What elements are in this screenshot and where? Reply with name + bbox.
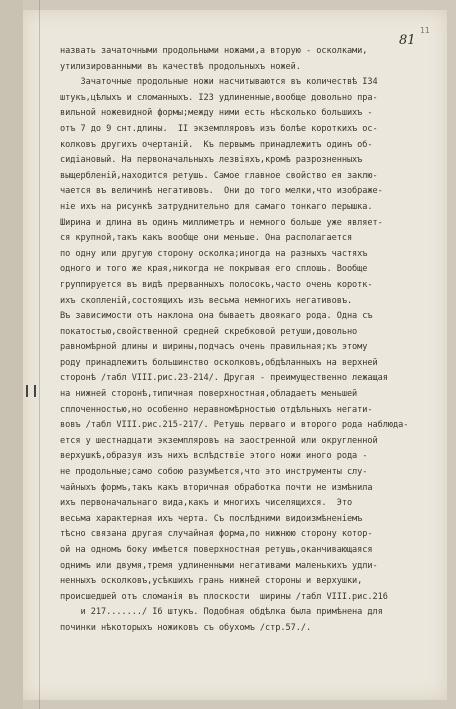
text-line: группируется въ видѣ прерванныхъ полосокъ,часто очень коротк- [60,279,373,290]
text-line: одного и того же края,никогда не покрывая его сплошь. Вообще [60,264,368,275]
text-line: на нижней сторонѣ,типичная поверхностная,обладаетъ меньшей [60,389,358,400]
text-line: утилизированными въ качествѣ продольныхъ ножей. [60,61,301,72]
text-line: и 217......./ I6 штукъ. Подобная обдѣлка была примѣнена для [60,607,383,618]
text-line: выщербленій,находится ретушь. Самое главное свойство ея заклю- [60,170,378,181]
page-number: 81 [399,33,416,48]
text-line: ихъ скопленій,состоящихъ изъ весьма немногихъ негативовъ. [60,295,353,306]
text-line: починки нѣкоторыхъ ножиковъ съ обухомъ /стр.57./. [60,622,312,633]
text-line: верхушкѣ,образуя изъ нихъ вслѣдствіе этого ножи иного рода - [60,451,368,462]
text-line: чайныхъ формъ,такъ какъ вторичная обработка почти не измѣнила [60,482,373,493]
text-line: ся крупной,такъ какъ вообще они меньше. Она располагается [60,233,353,244]
text-line: тѣсно связана другая случайная форма,по нижнюю сторону котор- [60,529,373,540]
text-line: отъ 7 до 9 снт.длины. II экземпляровъ изъ болѣе короткихъ ос- [60,123,378,134]
text-line: ется у шестнадцати экземпляровъ на заостренной или округленной [60,435,378,446]
text-line: штукъ,цѣлыхъ и сломанныхъ. I23 удлиненные,вообще довольно пра- [60,92,378,103]
text-line: не продольные;само собою разумѣется,что это инструменты слу- [60,467,368,478]
text-line: сплоченностью,но особенно неравномѣрностью отдѣльныхъ негати- [60,404,373,415]
text-line: покатостью,свойственной средней скребковой ретуши,довольно [60,326,358,337]
corner-mark: 11 [420,26,430,35]
text-line: назвать зачаточными продольными ножами,а вторую - осколками, [60,46,368,56]
text-line: вильной ножевидной формы;между ними есть нѣсколько большихъ - [60,108,373,119]
text-line: сторонѣ /табл VIII.рис.23-214/. Другая - преимущественно лежащая [60,373,388,384]
text-line: однимъ или двумя,тремя удлиненными негативами маленькихъ удли- [60,560,378,571]
text-line: Зачаточные продольные ножи насчитываются въ количествѣ I34 [60,77,378,88]
text-line: равномѣрной длины и ширины,подчасъ очень правильная;къ этому [60,342,368,353]
text-line: происшедшей отъ сломанія въ плоскости ширины /табл VIII.рис.216 [60,591,388,602]
text-line: ненныхъ осколковъ,усѣкшихъ грань нижней стороны и верхушки, [60,576,363,587]
text-line: роду принадлежитъ большинство осколковъ,обдѣланныхъ на верхней [60,357,378,368]
text-line: ихъ первоначальнаго вида,какъ и многихъ чиселящихся. Это [60,498,353,509]
text-line: вовъ /табл VIII.рис.215-217/. Ретушь перваго и второго рода наблюда- [60,420,409,431]
text-line: колковъ другихъ очертаній. Къ первымъ принадлежитъ одинъ об- [60,139,373,150]
binding-strip [0,0,23,709]
fold-line [39,0,40,709]
text-line: весьма характерная ихъ черта. Съ послѣдними видоизмѣненіемъ [60,513,363,524]
document-body [60,44,420,637]
text-line: Ширина и длина въ одинъ миллиметръ и немного больше уже являет- [60,217,383,228]
text-line: по одну или другую сторону осколка;иногда на разныхъ частяхъ [60,248,368,259]
text-line: Въ зависимости отъ наклона она бываетъ двоякаго рода. Одна съ [60,311,373,322]
text-line: чается въ величинѣ негативовъ. Они до того мелки,что изображе- [60,186,383,197]
text-line: сидіановый. На первоначальныхъ лезвіяхъ,кромѣ разрозненныхъ [60,155,363,166]
text-line: ой на одномъ боку имѣется поверхностная ретушь,оканчивающаяся [60,545,373,555]
margin-bracket-mark [26,385,36,397]
text-line: ніе ихъ на рисункѣ затруднительно для самаго тонкаго перышка. [60,201,373,212]
